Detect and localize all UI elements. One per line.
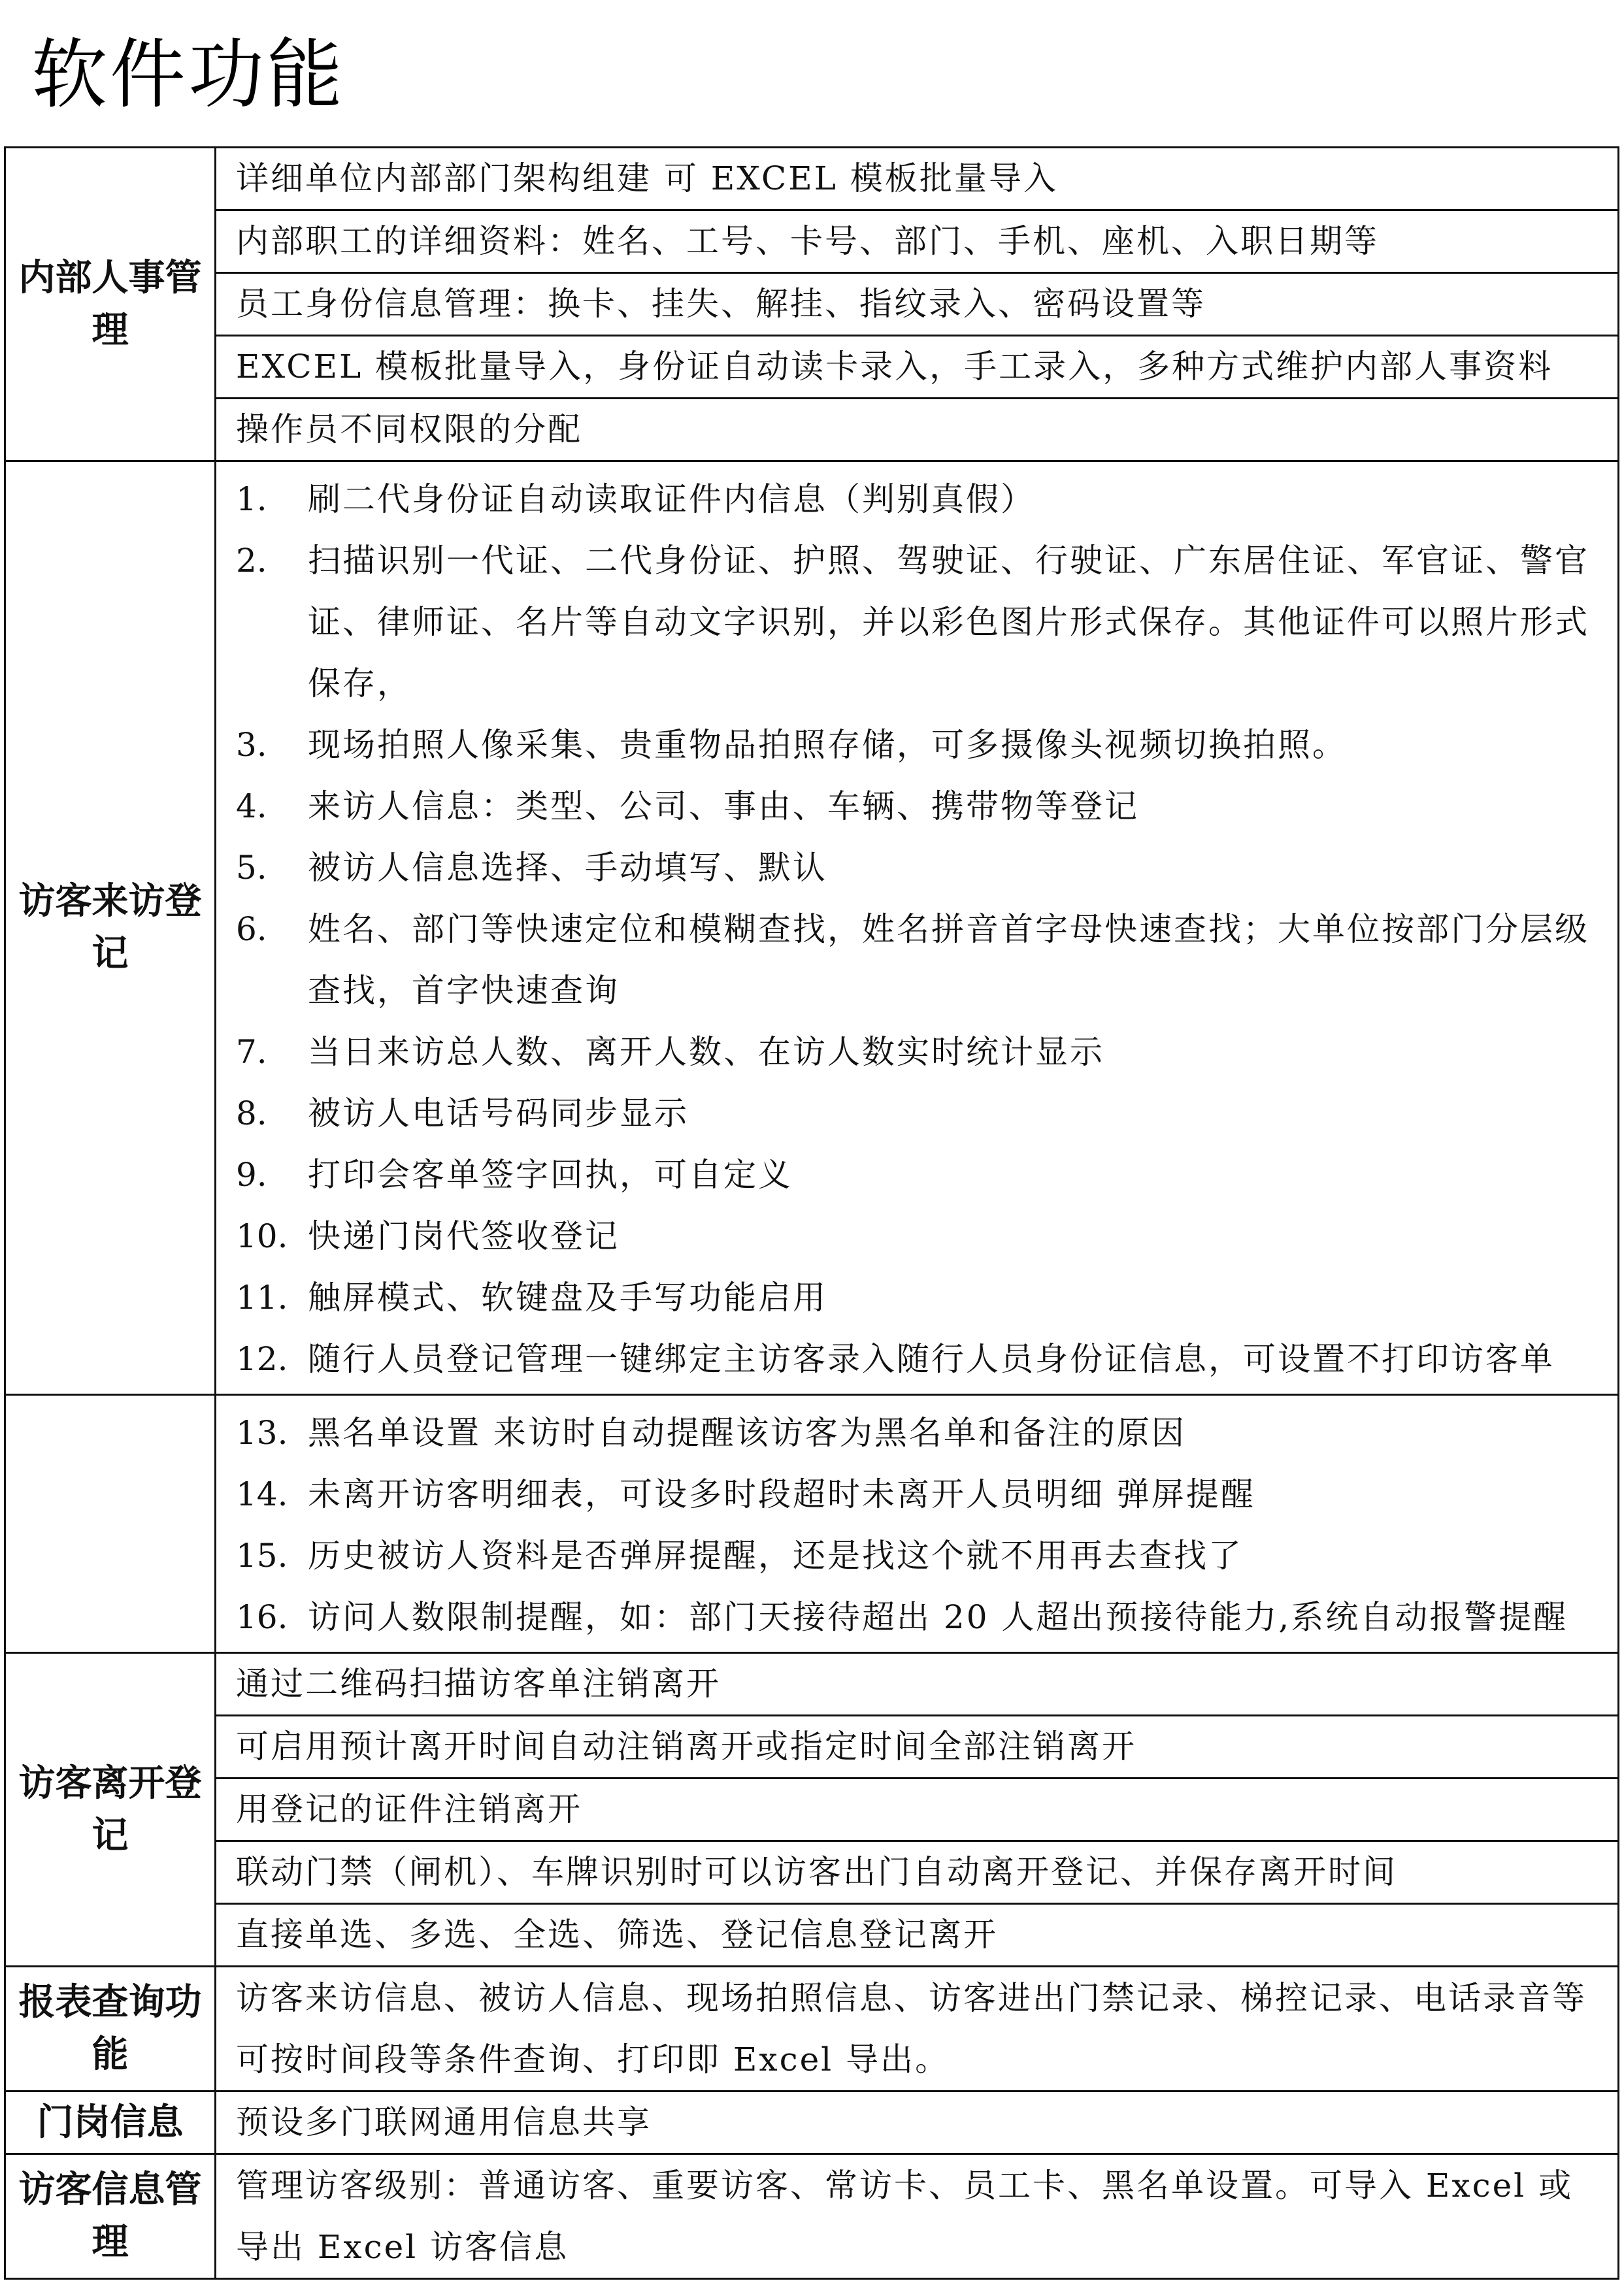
list-item: 6. 姓名、部门等快速定位和模糊查找，姓名拼音首字母快速查找；大单位按部门分层级查找，首字快速查询	[236, 910, 1589, 1009]
feature-item: 直接单选、多选、全选、筛选、登记信息登记离开	[216, 1904, 1619, 1967]
list-item: 16. 访问人数限制提醒，如：部门天接待超出 20 人超出预接待能力,系统自动报警提醒	[236, 1598, 1568, 1636]
feature-item: 管理访客级别：普通访客、重要访客、常访卡、员工卡、黑名单设置。可导入 Excel 或导出 Excel 访客信息	[216, 2154, 1619, 2279]
list-item: 9. 打印会客单签字回执，可自定义	[236, 1156, 793, 1194]
list-item: 3. 现场拍照人像采集、贵重物品拍照存储，可多摄像头视频切换拍照。	[236, 726, 1347, 764]
feature-item: 访客来访信息、被访人信息、现场拍照信息、访客进出门禁记录、梯控记录、电话录音等可按时间段等条件查询、打印即 Excel 导出。	[216, 1967, 1619, 2091]
table-row	[5, 1779, 1619, 1841]
list-item: 5. 被访人信息选择、手动填写、默认	[236, 849, 827, 887]
category-report-query: 报表查询功能	[5, 1967, 216, 2091]
feature-item: EXCEL 模板批量导入，身份证自动读卡录入，手工录入，多种方式维护内部人事资料	[216, 336, 1619, 399]
table-row	[5, 273, 1619, 336]
category-personnel: 内部人事管理	[5, 148, 216, 461]
category-gate-info: 门岗信息	[5, 2091, 216, 2154]
feature-item: 内部职工的详细资料：姓名、工号、卡号、部门、手机、座机、入职日期等	[216, 210, 1619, 273]
list-item: 10. 快递门岗代签收登记	[236, 1217, 620, 1255]
category-visitor-exit: 访客离开登记	[5, 1653, 216, 1967]
list-item: 14. 未离开访客明细表，可设多时段超时未离开人员明细 弹屏提醒	[236, 1475, 1255, 1513]
list-item: 2. 扫描识别一代证、二代身份证、护照、驾驶证、行驶证、广东居住证、军官证、警官证、律师证、名片等自动文字识别，并以彩色图片形式保存。其他证件可以照片形式保存，	[236, 542, 1589, 702]
list-item: 1. 刷二代身份证自动读取证件内信息（判别真假）	[236, 480, 1035, 518]
feature-item: 通过二维码扫描访客单注销离开	[216, 1653, 1619, 1716]
list-item: 12. 随行人员登记管理一键绑定主访客录入随行人员身份证信息，可设置不打印访客单	[236, 1340, 1555, 1378]
table-row	[5, 1841, 1619, 1904]
feature-item: 用登记的证件注销离开	[216, 1779, 1619, 1841]
table-row	[5, 336, 1619, 399]
table-row	[5, 210, 1619, 273]
list-item: 15. 历史被访人资料是否弹屏提醒，还是找这个就不用再去查找了	[236, 1537, 1243, 1575]
feature-item: 预设多门联网通用信息共享	[216, 2091, 1619, 2154]
category-empty	[5, 1395, 216, 1653]
list-item: 8. 被访人电话号码同步显示	[236, 1094, 689, 1132]
feature-table	[4, 146, 1619, 2280]
table-row	[5, 1716, 1619, 1779]
category-visitor-registration: 访客来访登记	[5, 461, 216, 1395]
table-row	[5, 461, 1619, 1395]
page-title: 软件功能	[31, 31, 345, 119]
table-row	[5, 1653, 1619, 1716]
table-row	[5, 1395, 1619, 1653]
table-row	[5, 1967, 1619, 2091]
numbered-list	[216, 461, 1619, 1395]
table-row	[5, 2091, 1619, 2154]
feature-item: 联动门禁（闸机）、车牌识别时可以访客出门自动离开登记、并保存离开时间	[216, 1841, 1619, 1904]
list-item: 11. 触屏模式、软键盘及手写功能启用	[236, 1279, 827, 1317]
table-row	[5, 148, 1619, 210]
feature-item: 详细单位内部部门架构组建 可 EXCEL 模板批量导入	[216, 148, 1619, 210]
feature-item: 员工身份信息管理：换卡、挂失、解挂、指纹录入、密码设置等	[216, 273, 1619, 336]
numbered-list-continued	[216, 1395, 1619, 1653]
list-item: 7. 当日来访总人数、离开人数、在访人数实时统计显示	[236, 1033, 1104, 1071]
feature-item: 可启用预计离开时间自动注销离开或指定时间全部注销离开	[216, 1716, 1619, 1779]
feature-item: 操作员不同权限的分配	[216, 399, 1619, 461]
list-item: 13. 黑名单设置 来访时自动提醒该访客为黑名单和备注的原因	[236, 1414, 1186, 1452]
table-row	[5, 1904, 1619, 1967]
list-item: 4. 来访人信息：类型、公司、事由、车辆、携带物等登记	[236, 787, 1139, 825]
table-row	[5, 2154, 1619, 2279]
table-row	[5, 399, 1619, 461]
category-visitor-info: 访客信息管理	[5, 2154, 216, 2279]
